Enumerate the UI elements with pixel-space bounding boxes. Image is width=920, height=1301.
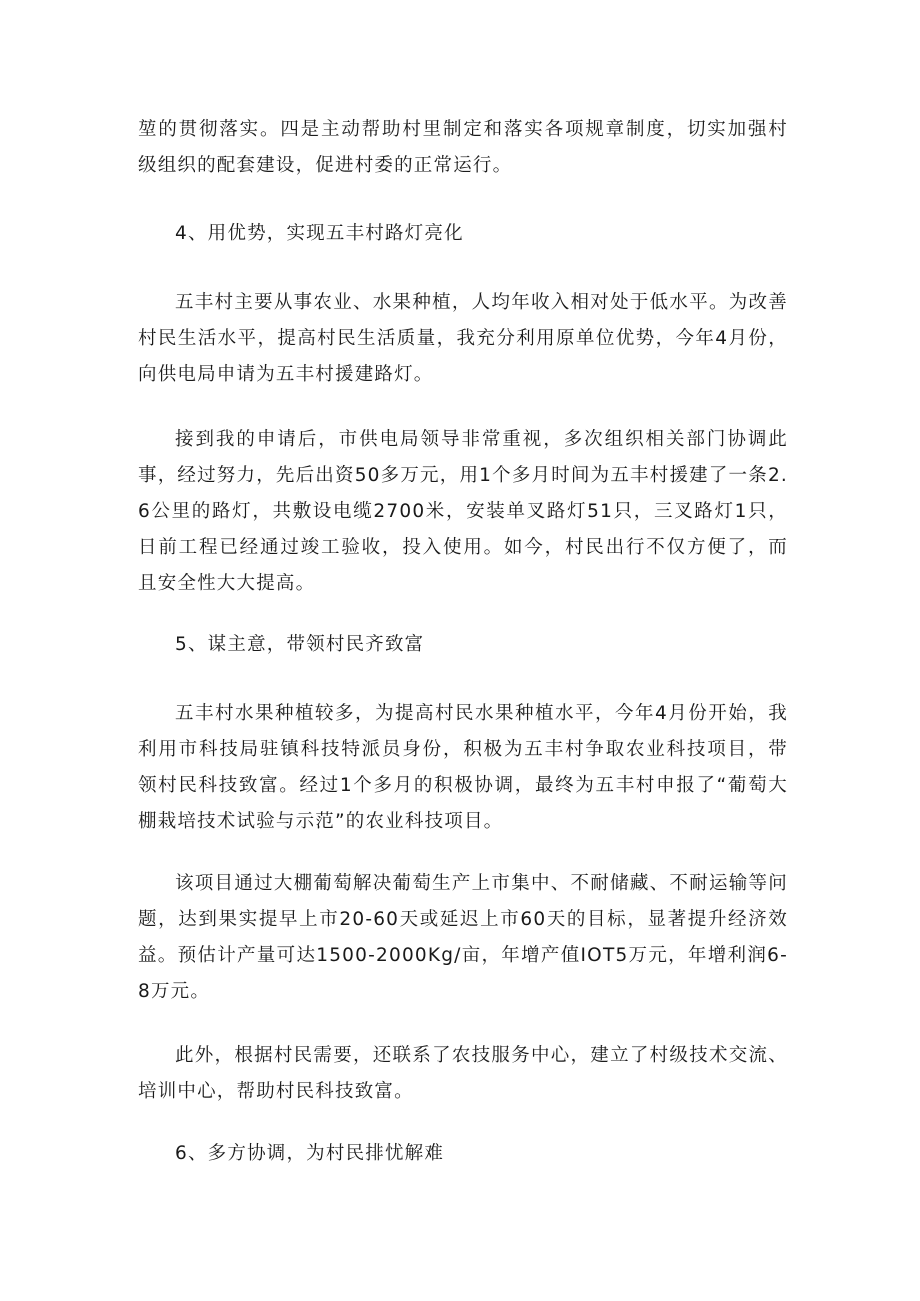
- paragraph-fruit-project: 五丰村水果种植较多，为提高村民水果种植水平，今年4月份开始，我利用市科技局驻镇科技特派员身份，积极为五丰村争取农业科技项目，带领村民科技致富。经过1个多月的积极协调，最终为五丰村申报了“葡萄大棚栽培技术试验与示范”的农业科技项目。: [138, 703, 788, 832]
- paragraph-streetlight-result: 接到我的申请后，市供电局领导非常重视，多次组织相关部门协调此事，经过努力，先后出资50多万元，用1个多月时间为五丰村援建了一条2.6公里的路灯，共敷设电缆2700米，安装单叉路灯51只，三叉路灯1只，日前工程已经通过竣工验收，投入使用。如今，村民出行不仅方便了，而且安全性大大提高。: [138, 429, 788, 594]
- paragraph-streetlight-intro: 五丰村主要从事农业、水果种植，人均年收入相对处于低水平。为改善村民生活水平，提高村民生活质量，我充分利用原单位优势，今年4月份，向供电局申请为五丰村援建路灯。: [138, 292, 788, 385]
- section-heading-5: 5、谋主意，带领村民齐致富: [175, 634, 425, 655]
- paragraph-tech-center: 此外，根据村民需要，还联系了农技服务中心，建立了村级技术交流、培训中心，帮助村民科技致富。: [138, 1045, 788, 1102]
- paragraph-project-benefits: 该项目通过大棚葡萄解决葡萄生产上市集中、不耐储藏、不耐运输等问题，达到果实提早上市20-60天或延迟上市60天的目标，显著提升经济效益。预估计产量可达1500-2000Kg/亩，年增产值IOT5万元，年增利润6-8万元。: [138, 873, 788, 1002]
- section-heading-4: 4、用优势，实现五丰村路灯亮化: [175, 223, 464, 244]
- paragraph-continuation: 堃的贯彻落实。四是主动帮助村里制定和落实各项规章制度，切实加强村级组织的配套建设，促进村委的正常运行。: [138, 119, 788, 176]
- section-heading-6: 6、多方协调，为村民排忧解难: [175, 1143, 445, 1164]
